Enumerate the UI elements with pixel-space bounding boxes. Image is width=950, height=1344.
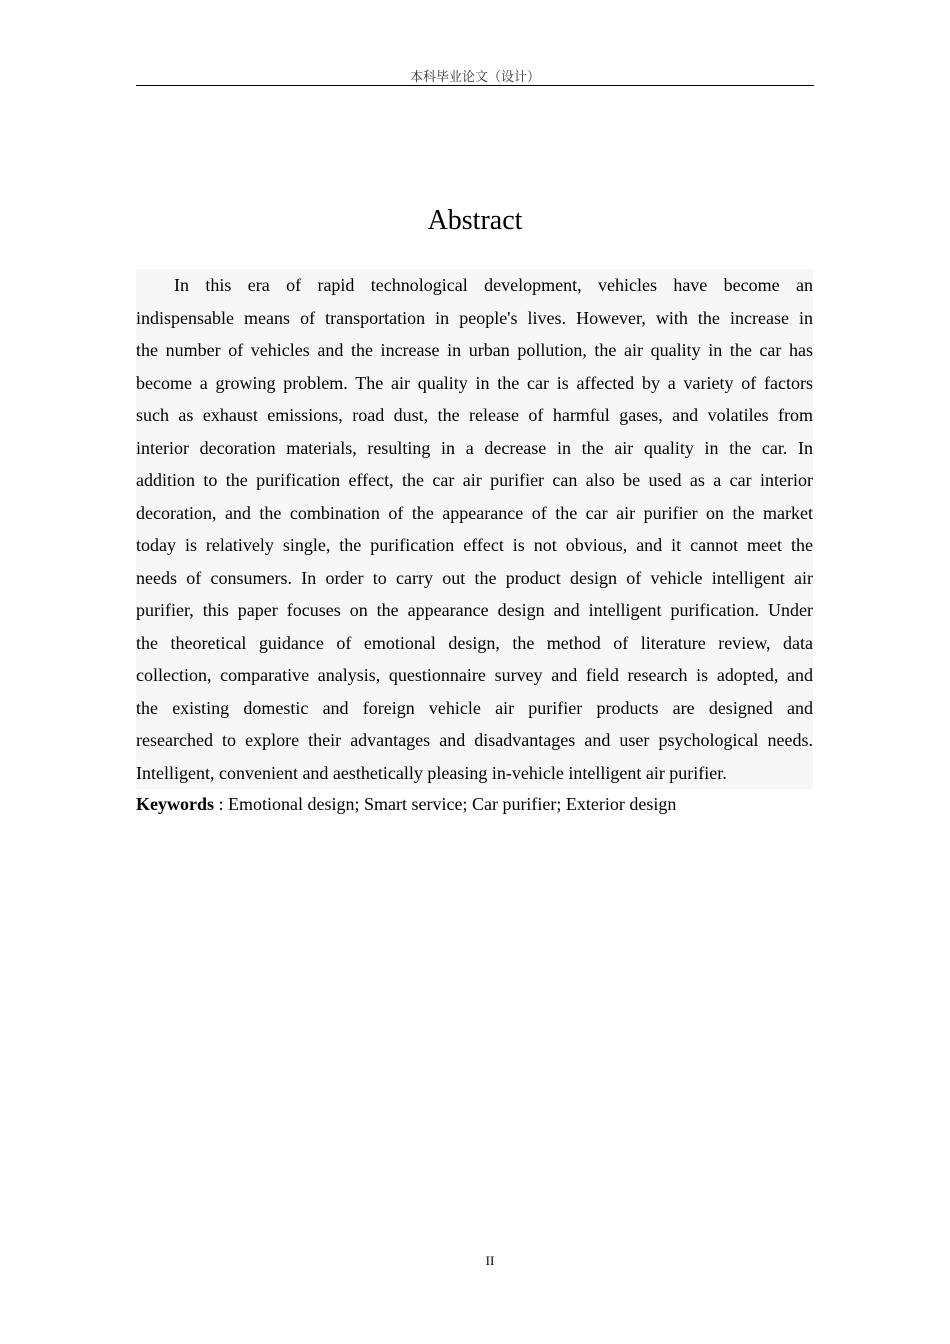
page-number: II	[485, 1253, 495, 1268]
abstract-line: indispensable means of transportation in people's lives. However, with the increase in	[136, 307, 813, 328]
abstract-line: such as exhaust emissions, road dust, the release of harmful gases, and volatiles from	[136, 405, 813, 425]
abstract-line: decoration, and the combination of the appearance of the car air purifier on the market	[136, 502, 813, 523]
keywords-label: Keywords	[136, 794, 214, 814]
header-rule	[136, 85, 814, 86]
abstract-line: the number of vehicles and the increase in urban pollution, the air quality in the car has	[136, 340, 813, 360]
abstract-body	[136, 269, 813, 789]
abstract-line: the existing domestic and foreign vehicle air purifier products are designed and	[136, 697, 813, 718]
abstract-line: Intelligent, convenient and aesthetically pleasing in-vehicle intelligent air purifier.	[136, 762, 727, 783]
abstract-line: the theoretical guidance of emotional design, the method of literature review, data	[136, 632, 813, 653]
abstract-line: addition to the purification effect, the car air purifier can also be used as a car interior	[136, 470, 813, 490]
running-header: 本科毕业论文（设计）	[409, 70, 540, 85]
abstract-line: today is relatively single, the purification effect is not obvious, and it cannot meet the	[136, 535, 813, 555]
abstract-line: become a growing problem. The air quality in the car is affected by a variety of factors	[136, 372, 813, 393]
abstract-line: needs of consumers. In order to carry out the product design of vehicle intelligent air	[136, 567, 813, 588]
keywords-line	[136, 788, 676, 820]
abstract-line: In this era of rapid technological development, vehicles have become an	[174, 275, 813, 295]
abstract-line: researched to explore their advantages and disadvantages and user psychological needs.	[136, 730, 813, 750]
abstract-line: purifier, this paper focuses on the appearance design and intelligent purification. Under	[136, 600, 813, 620]
abstract-line: interior decoration materials, resulting in a decrease in the air quality in the car. In	[136, 437, 813, 458]
abstract-line: collection, comparative analysis, questionnaire survey and field research is adopted, and	[136, 665, 813, 685]
keywords-text: : Emotional design; Smart service; Car purifier; Exterior design	[214, 794, 677, 814]
abstract-title: Abstract	[427, 205, 523, 236]
